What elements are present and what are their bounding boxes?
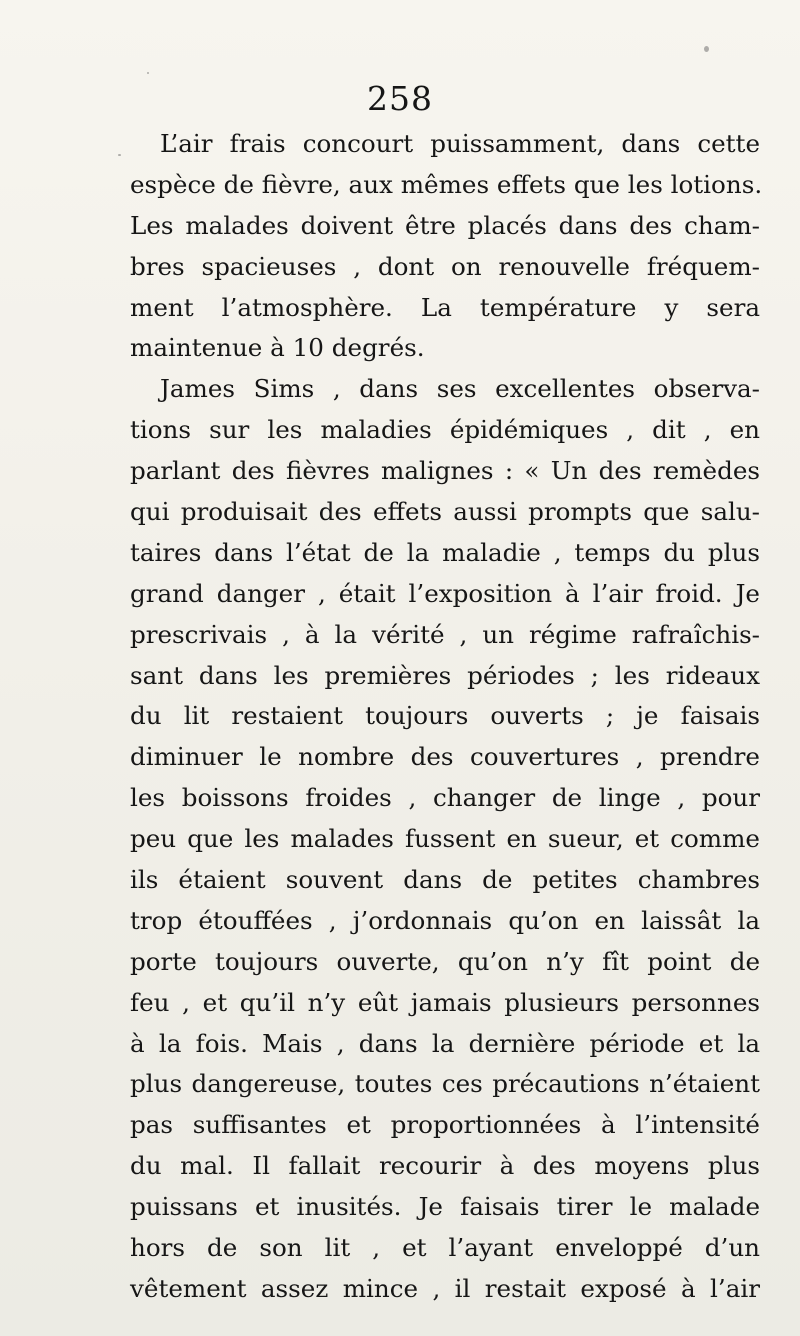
text-line: du lit restaient toujours ouverts ; je faisais — [130, 701, 760, 731]
text-line: parlant des fièvres malignes : « Un des remèdes — [130, 456, 760, 486]
text-line: les boissons froides , changer de linge , pour — [130, 783, 760, 813]
paragraph — [130, 124, 763, 369]
text-line: grand danger , était l’exposition à l’air froid. Je — [130, 578, 760, 608]
text-line: ils étaient souvent dans de petites chambres — [130, 865, 760, 895]
text-line: tions sur les maladies épidémiques , dit , en — [130, 415, 760, 445]
text-line: diminuer le nombre des couvertures , prendre — [130, 742, 760, 772]
text-line: maintenue à 10 degrés. — [130, 333, 425, 363]
text-line: puissans et inusités. Je faisais tirer le malade — [130, 1192, 760, 1222]
text-line: James Sims , dans ses excellentes observa- — [160, 374, 760, 404]
text-line: taires dans l’état de la maladie , temps du plus — [130, 537, 760, 567]
text-line: sant dans les premières périodes ; les rideaux — [130, 660, 760, 690]
text-line: du mal. Il fallait recourir à des moyens plus — [130, 1151, 760, 1181]
text-line: ment l’atmosphère. La température y sera — [130, 292, 760, 322]
text-line: hors de son lit , et l’ayant enveloppé d’un — [130, 1233, 760, 1263]
text-line: peu que les malades fussent en sueur, et comme — [130, 824, 760, 854]
text-line: prescrivais , à la vérité , un régime rafraîchis- — [130, 619, 760, 649]
text-line: porte toujours ouverte, qu’on n’y fît point de — [130, 946, 760, 976]
ink-speck — [147, 72, 149, 74]
text-line: vêtement assez mince , il restait exposé à l’air — [130, 1273, 760, 1303]
text-line: à la fois. Mais , dans la dernière période et la — [130, 1028, 760, 1058]
text-line: bres spacieuses , dont on renouvelle fréquem- — [130, 251, 760, 281]
page-number: 258 — [367, 79, 433, 118]
text-line: espèce de fièvre, aux mêmes effets que les lotions. — [130, 169, 763, 199]
text-line: Les malades doivent être placés dans des cham- — [130, 210, 760, 240]
ink-speck — [704, 46, 709, 52]
body-text — [130, 124, 763, 1310]
text-line: pas suffisantes et proportionnées à l’intensité — [130, 1110, 760, 1140]
text-line: L’air frais concourt puissamment, dans cette — [160, 129, 760, 158]
text-line: plus dangereuse, toutes ces précautions n’étaient — [130, 1069, 760, 1099]
text-line: qui produisait des effets aussi prompts que salu- — [130, 497, 760, 527]
text-line: feu , et qu’il n’y eût jamais plusieurs personnes — [130, 987, 760, 1017]
paragraph — [130, 369, 760, 1309]
text-line: trop étouffées , j’ordonnais qu’on en laissât la — [130, 905, 760, 935]
ink-speck — [118, 154, 121, 156]
